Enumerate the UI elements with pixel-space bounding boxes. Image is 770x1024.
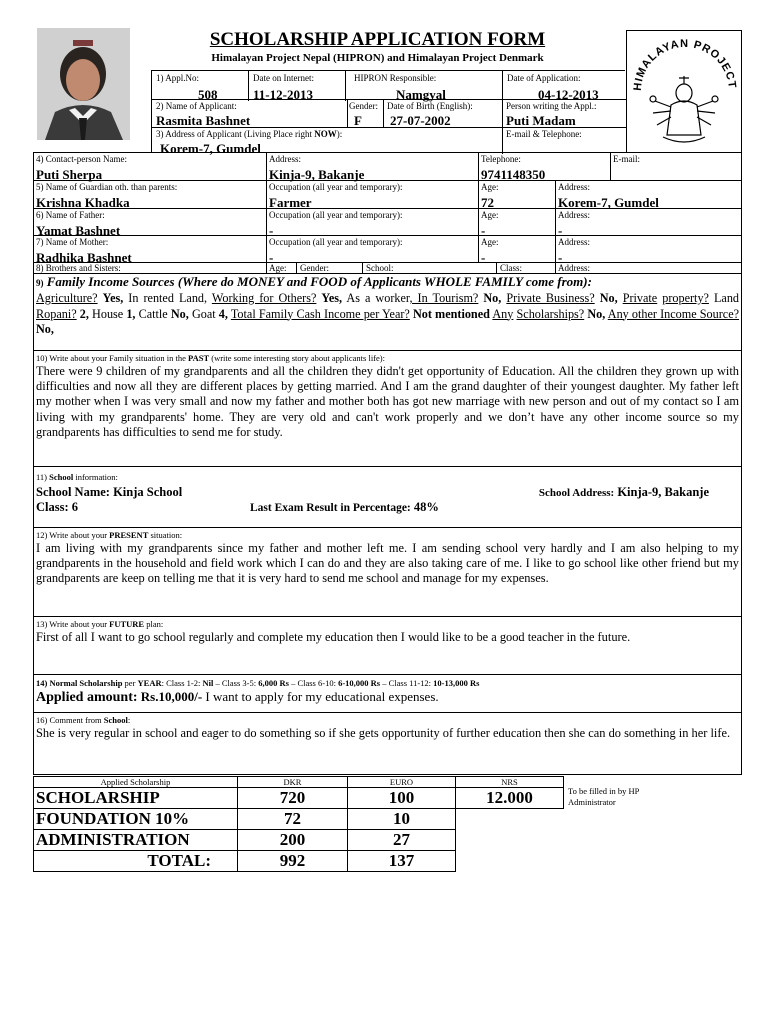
- contact-cell: [34, 153, 267, 181]
- father-age-cell: [479, 209, 556, 236]
- finance-row-euro: 10: [348, 809, 456, 830]
- future-section: [33, 617, 742, 675]
- writer-cell: [503, 99, 626, 128]
- father-addr-value: -: [558, 223, 563, 238]
- father-cell: [34, 209, 267, 236]
- appl-no-cell: [152, 71, 249, 101]
- present-label: 12) Write about your PRESENT situation:: [36, 530, 183, 540]
- father-value: Yamat Bashnet: [36, 223, 121, 238]
- finance-table: [33, 776, 564, 872]
- finance-row-euro: 27: [348, 830, 456, 851]
- future-label: 13) Write about your FUTURE plan:: [36, 619, 164, 629]
- guardian-age-value: 72: [481, 195, 494, 210]
- mother-occ-label: Occupation (all year and temporary):: [269, 237, 403, 247]
- siblings-school-label: School:: [366, 263, 394, 273]
- father-occ-value: -: [269, 223, 274, 238]
- school-label: 11) School information:: [36, 472, 118, 482]
- dob-value: 27-07-2002: [390, 113, 451, 128]
- contact-addr-label: Address:: [269, 154, 301, 164]
- past-section: [33, 351, 742, 467]
- income-details: Agriculture? Yes, In rented Land, Working for Others? Yes, As a worker, In Tourism? No, Private Business? No, Private property? Land Ropani? 2, House 1, Cattle No, Goat 4, Total Family Cash Income per Year? Not mentioned Any Scholarships? No, Any other Income Source? No,: [36, 291, 740, 336]
- school-address: School Address: Kinja-9, Bakanje: [538, 485, 709, 499]
- top-grid: [151, 70, 625, 156]
- finance-row: [34, 830, 564, 851]
- finance-col-euro: EURO: [348, 777, 456, 788]
- siblings-class-label: Class:: [500, 263, 523, 273]
- gender-label: Gender:: [349, 101, 378, 111]
- finance-row-nrs: 12.000: [456, 788, 564, 809]
- mother-age-value: -: [481, 250, 486, 265]
- date-internet-label: Date on Internet:: [253, 73, 314, 83]
- school-row-2: [36, 499, 739, 515]
- contact-addr-cell: [267, 153, 479, 181]
- mother-addr-value: -: [558, 250, 563, 265]
- siblings-gender-cell: [297, 263, 363, 274]
- normal-scholarship-label: 14) Normal Scholarship per YEAR: Class 1-2: Nil – Class 3-5: 6,000 Rs – Class 6-10: 6-10,000 Rs – Class 11-12: 10-13,000 Rs: [36, 678, 480, 688]
- address-value: Korem-7, Gumdel: [160, 141, 261, 156]
- hipron-cell: [346, 71, 503, 101]
- finance-row-dkr: 720: [238, 788, 348, 809]
- siblings-class-cell: [497, 263, 556, 274]
- finance-col-dkr: DKR: [238, 777, 348, 788]
- comment-text: She is very regular in school and eager to do something so if she gets opportunity of further education then she can do something in her life.: [36, 726, 731, 740]
- appl-no-label: 1) Appl.No:: [156, 73, 200, 83]
- present-section: [33, 528, 742, 617]
- appl-no-value: 508: [198, 87, 218, 102]
- applicant-photo: [37, 28, 130, 140]
- income-heading: 9) Family Income Sources (Where do MONEY and FOOD of Applicants WHOLE FAMILY come from):: [36, 274, 592, 289]
- mother-age-cell: [479, 236, 556, 263]
- mother-value: Radhika Bashnet: [36, 250, 132, 265]
- father-label: 6) Name of Father:: [36, 210, 105, 220]
- hipron-value: Namgyal: [396, 87, 446, 102]
- siblings-age-cell: [267, 263, 297, 274]
- dob-label: Date of Birth (English):: [387, 101, 473, 111]
- writer-label: Person writing the Appl.:: [506, 101, 597, 111]
- finance-total-label: TOTAL:: [34, 851, 238, 872]
- contact-label: 4) Contact-person Name:: [36, 154, 127, 164]
- address-cell: [152, 127, 503, 154]
- siblings-school-cell: [363, 263, 497, 274]
- school-row-1: [36, 483, 739, 499]
- admin-note: To be filled in by HP Administrator: [568, 786, 640, 807]
- name-value: Rasmita Bashnet: [156, 113, 251, 128]
- guardian-addr-label: Address:: [558, 182, 590, 192]
- finance-header-row: [34, 777, 564, 788]
- father-occ-label: Occupation (all year and temporary):: [269, 210, 403, 220]
- date-app-value: 04-12-2013: [538, 87, 599, 102]
- date-app-label: Date of Application:: [507, 73, 581, 83]
- address-label: 3) Address of Applicant (Living Place right NOW):: [156, 129, 343, 139]
- siblings-gender-label: Gender:: [300, 263, 329, 273]
- finance-empty-cell: [456, 809, 564, 830]
- past-label: 10) Write about your Family situation in the PAST (write some interesting story about applicants life):: [36, 353, 385, 363]
- gender-cell: [348, 99, 384, 128]
- mother-occ-cell: [267, 236, 479, 263]
- finance-row-name: SCHOLARSHIP: [34, 788, 238, 809]
- logo-graphic: [627, 31, 741, 152]
- guardian-value: Krishna Khadka: [36, 195, 130, 210]
- tel-value: 9741148350: [481, 167, 546, 182]
- guardian-addr-cell: [556, 181, 741, 209]
- email-label: E-mail:: [613, 154, 640, 164]
- tel-label: Telephone:: [481, 154, 521, 164]
- gender-value: F: [354, 113, 362, 128]
- finance-col-label: Applied Scholarship: [34, 777, 238, 788]
- finance-empty-cell: [456, 851, 564, 872]
- finance-total-dkr: 992: [238, 851, 348, 872]
- guardian-addr-value: Korem-7, Gumdel: [558, 195, 659, 210]
- father-age-value: -: [481, 223, 486, 238]
- finance-empty-cell: [456, 830, 564, 851]
- mother-occ-value: -: [269, 250, 274, 265]
- hipron-label: HIPRON Responsible:: [354, 73, 437, 83]
- father-addr-label: Address:: [558, 210, 590, 220]
- email-cell: [611, 153, 741, 181]
- mother-addr-cell: [556, 236, 741, 263]
- finance-col-nrs: NRS: [456, 777, 564, 788]
- school-name: School Name: Kinja School: [36, 485, 183, 499]
- form-title: SCHOLARSHIP APPLICATION FORM: [209, 29, 546, 50]
- svg-text:HIMALAYAN PROJECT: [632, 38, 738, 91]
- income-section: [33, 274, 742, 351]
- finance-row: [34, 809, 564, 830]
- finance-row-dkr: 200: [238, 830, 348, 851]
- name-cell: [152, 99, 348, 128]
- present-text: I am living with my grandparents since my father and mother left me. I am sending school very hardly and I am also helping to my grandparents in the household and field work which I can do and they are also taking care of me. I like to go school like other friend but my grandparents are keep on telling me that it is very hard to send me school and manage for my expenses.: [36, 541, 739, 586]
- siblings-label: 8) Brothers and Sisters:: [36, 263, 121, 273]
- email-tel-cell: [503, 127, 626, 154]
- email-tel-label: E-mail & Telephone:: [506, 129, 582, 139]
- guardian-occ-value: Farmer: [269, 195, 312, 210]
- father-occ-cell: [267, 209, 479, 236]
- guardian-occ-label: Occupation (all year and temporary):: [269, 182, 403, 192]
- contact-addr-value: Kinja-9, Bakanje: [269, 167, 365, 182]
- past-text: There were 9 children of my grandparents and all the children they didn't get opportunity of Education. All the children they grown up with difficulties and now all they are different places by getting married. And I am the grand daughter of their youngest daughter. My father left my mother when I was very small and now my father and mother both has got new marriage with new person and out of my contact so I am living with my grandparents' home. They are very old and can't work properly and we don’t have any other income source so my grandparents has difficulties to send me for study.: [36, 364, 739, 439]
- date-internet-value: 11-12-2013: [253, 87, 313, 102]
- comment-section: [33, 713, 742, 775]
- guardian-age-cell: [479, 181, 556, 209]
- father-age-label: Age:: [481, 210, 499, 220]
- finance-row-euro: 100: [348, 788, 456, 809]
- date-internet-cell: [249, 71, 346, 101]
- finance-row: [34, 788, 564, 809]
- form-subtitle: Himalayan Project Nepal (HIPRON) and Himalayan Project Denmark: [211, 52, 544, 64]
- mother-label: 7) Name of Mother:: [36, 237, 109, 247]
- applicant-photo-image: [37, 28, 130, 140]
- applied-amount: Applied amount: Rs.10,000/- I want to apply for my educational expenses.: [36, 689, 439, 705]
- father-addr-cell: [556, 209, 741, 236]
- guardian-age-label: Age:: [481, 182, 499, 192]
- normal-scholarship-section: [33, 675, 742, 713]
- mother-cell: [34, 236, 267, 263]
- comment-label: 16) Comment from School:: [36, 715, 131, 725]
- writer-value: Puti Madam: [506, 113, 576, 128]
- school-section: [33, 467, 742, 528]
- finance-row-name: FOUNDATION 10%: [34, 809, 238, 830]
- name-label: 2) Name of Applicant:: [156, 101, 237, 111]
- tel-cell: [479, 153, 611, 181]
- himalayan-project-logo: [626, 30, 742, 153]
- siblings-cell: [34, 263, 267, 274]
- persons-table: [33, 152, 742, 274]
- mother-age-label: Age:: [481, 237, 499, 247]
- future-text: First of all I want to go school regularly and complete my education then I would like to be a good teacher in the future.: [36, 630, 631, 644]
- logo-text: HIMALAYAN PROJECT: [631, 37, 739, 92]
- guardian-occ-cell: [267, 181, 479, 209]
- finance-row-name: ADMINISTRATION: [34, 830, 238, 851]
- finance-total-euro: 137: [348, 851, 456, 872]
- finance-total-row: [34, 851, 564, 872]
- dob-cell: [384, 99, 503, 128]
- mother-addr-label: Address:: [558, 237, 590, 247]
- siblings-addr-cell: [556, 263, 741, 274]
- contact-value: Puti Sherpa: [36, 167, 103, 182]
- school-exam: Last Exam Result in Percentage: 48%: [250, 500, 439, 514]
- finance-row-dkr: 72: [238, 809, 348, 830]
- siblings-addr-label: Address:: [558, 263, 590, 273]
- school-class: Class: 6: [36, 500, 79, 514]
- siblings-age-label: Age:: [269, 263, 287, 273]
- date-app-cell: [503, 71, 626, 101]
- guardian-cell: [34, 181, 267, 209]
- guardian-label: 5) Name of Guardian oth. than parents:: [36, 182, 178, 192]
